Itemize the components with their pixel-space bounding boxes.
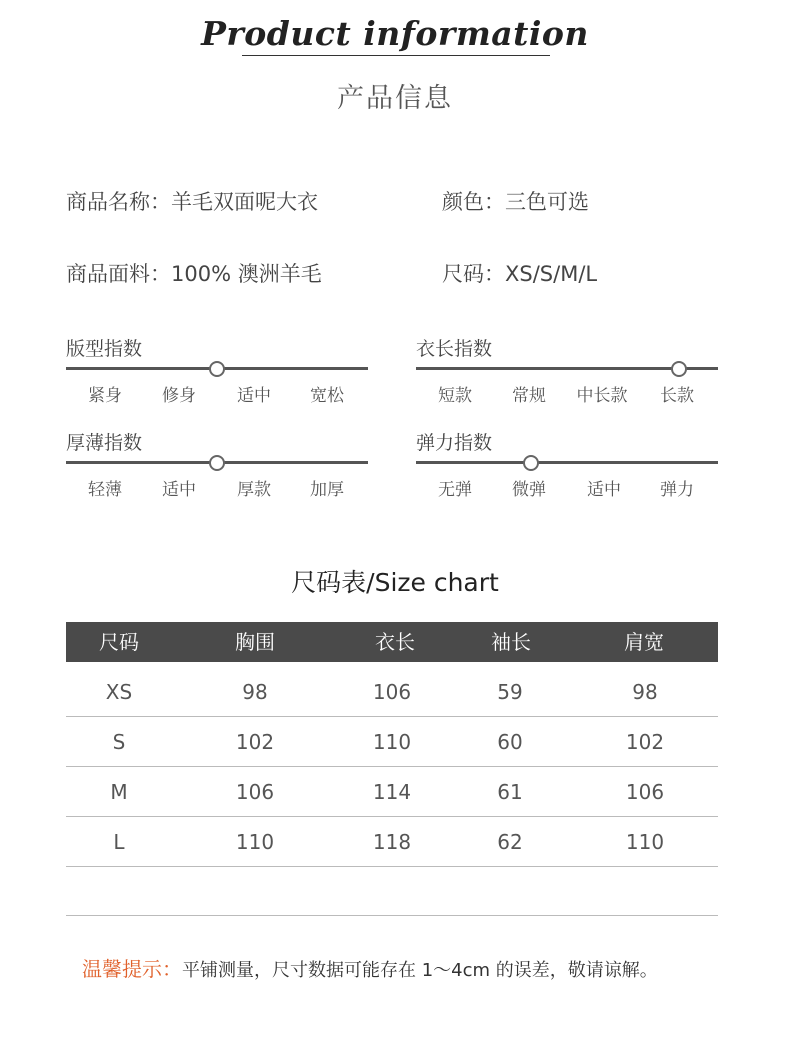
table-cell: 60 bbox=[497, 730, 523, 754]
length-index-option: 中长款 bbox=[576, 386, 628, 406]
table-cell: 102 bbox=[235, 730, 275, 754]
note-label: 温馨提示： bbox=[82, 957, 182, 981]
table-cell: 106 bbox=[372, 680, 412, 704]
size-chart-title: 尺码表/Size chart bbox=[291, 568, 499, 597]
table-cell: 106 bbox=[625, 780, 665, 804]
header-cell: 胸围 bbox=[235, 630, 275, 654]
table-cell: 98 bbox=[242, 680, 268, 704]
elasticity-index-option: 弹力 bbox=[660, 480, 694, 500]
header-cell: 袖长 bbox=[491, 630, 531, 654]
table-cell: 59 bbox=[497, 680, 523, 704]
table-cell: 102 bbox=[625, 730, 665, 754]
elasticity-index-option: 适中 bbox=[587, 480, 621, 500]
product-material: 商品面料：100% 澳洲羊毛 bbox=[66, 262, 322, 286]
header-cell: 肩宽 bbox=[624, 630, 664, 654]
table-row-empty bbox=[66, 866, 718, 916]
elasticity-index-label: 弹力指数 bbox=[416, 432, 493, 454]
fit-index-option: 紧身 bbox=[88, 386, 122, 406]
table-cell: 106 bbox=[235, 780, 275, 804]
fit-index-marker bbox=[209, 361, 225, 377]
length-index-option: 短款 bbox=[438, 386, 472, 406]
table-cell: 110 bbox=[625, 830, 665, 854]
header-cell: 衣长 bbox=[375, 630, 415, 654]
table-cell: 110 bbox=[372, 730, 412, 754]
table-cell: 98 bbox=[632, 680, 658, 704]
page-title-english: Product information bbox=[201, 14, 589, 53]
length-index-option: 常规 bbox=[512, 386, 546, 406]
length-index-label: 衣长指数 bbox=[416, 338, 493, 360]
elasticity-index-track bbox=[416, 461, 718, 464]
header-cell: 尺码 bbox=[99, 630, 139, 654]
table-row bbox=[66, 666, 718, 717]
thickness-index-marker bbox=[209, 455, 225, 471]
table-cell: M bbox=[110, 780, 128, 804]
elasticity-index-option: 无弹 bbox=[438, 480, 472, 500]
page-title-chinese: 产品信息 bbox=[337, 83, 453, 114]
fit-index-option: 适中 bbox=[237, 386, 271, 406]
fit-index-option: 修身 bbox=[162, 386, 196, 406]
table-row bbox=[66, 766, 718, 817]
table-cell: L bbox=[113, 830, 125, 854]
elasticity-index-option: 微弹 bbox=[512, 480, 546, 500]
length-index-marker bbox=[671, 361, 687, 377]
table-cell: 114 bbox=[372, 780, 412, 804]
product-size: 尺码：XS/S/M/L bbox=[442, 262, 598, 286]
table-row bbox=[66, 816, 718, 867]
note-text: 平铺测量，尺寸数据可能存在 1～4cm 的误差，敬请谅解。 bbox=[182, 960, 658, 981]
table-cell: 61 bbox=[497, 780, 523, 804]
thickness-index-label: 厚薄指数 bbox=[66, 432, 143, 454]
thickness-index-option: 厚款 bbox=[237, 480, 271, 500]
thickness-index-option: 加厚 bbox=[310, 480, 344, 500]
measurement-note bbox=[82, 953, 658, 982]
product-color: 颜色：三色可选 bbox=[442, 190, 589, 214]
table-cell: S bbox=[112, 730, 126, 754]
elasticity-index-marker bbox=[523, 455, 539, 471]
fit-index-option: 宽松 bbox=[310, 386, 344, 406]
table-cell: XS bbox=[105, 680, 133, 704]
size-chart-header bbox=[66, 622, 718, 662]
fit-index-label: 版型指数 bbox=[66, 338, 143, 360]
thickness-index-option: 轻薄 bbox=[88, 480, 122, 500]
table-cell: 110 bbox=[235, 830, 275, 854]
table-cell: 118 bbox=[372, 830, 412, 854]
length-index-option: 长款 bbox=[660, 386, 694, 406]
product-name: 商品名称：羊毛双面呢大衣 bbox=[66, 190, 318, 214]
thickness-index-option: 适中 bbox=[162, 480, 196, 500]
title-underline bbox=[242, 55, 550, 56]
table-row bbox=[66, 716, 718, 767]
table-cell: 62 bbox=[497, 830, 523, 854]
